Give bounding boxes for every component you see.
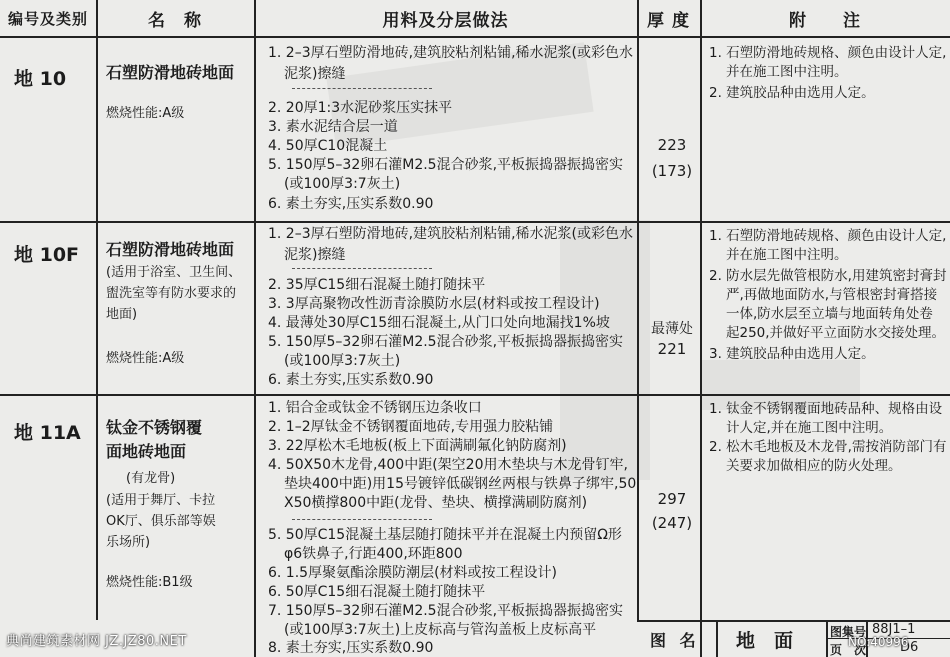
note-line: 一体,防水层至立墙与地面转角处卷 — [726, 306, 933, 322]
method-step: 4. 50厚C10混凝土 — [268, 138, 388, 154]
page-label: 页 次 — [830, 643, 867, 657]
method-step: 3. 22厚松木毛地板(板上下面满刷氟化钠防腐剂) — [268, 438, 567, 454]
fire-rating: 燃烧性能:B1级 — [106, 575, 193, 590]
thickness-value: 297 — [657, 490, 687, 508]
rule — [716, 620, 718, 657]
method-step: 5. 50厚C15混凝土基层随打随抹平并在混凝土内预留Ω形 — [268, 527, 622, 543]
rule — [0, 394, 950, 396]
drawing-name-label: 图 名 — [650, 631, 700, 650]
row-name: 石塑防滑地砖地面 — [106, 240, 235, 259]
thickness-value: (173) — [651, 162, 693, 180]
method-step: 2. 20厚1:3水泥砂浆压实抹平 — [268, 100, 453, 116]
thickness-value: 223 — [657, 136, 687, 154]
method-step: 2. 1–2厚钛金不锈钢覆面地砖,专用强力胶粘铺 — [268, 419, 554, 435]
row-name: 钛金不锈钢覆 — [106, 418, 203, 437]
fire-rating: 燃烧性能:A级 — [106, 106, 185, 121]
thickness-label: 最薄处 — [651, 321, 693, 337]
site-watermark-number: NO:40996 — [848, 635, 909, 649]
method-step: 泥浆)擦缝 — [284, 247, 346, 263]
method-step: 3. 素水泥结合层一道 — [268, 119, 398, 135]
leader-line — [292, 268, 432, 269]
thickness-value: (247) — [651, 514, 693, 532]
method-step: 6. 素土夯实,压实系数0.90 — [268, 372, 434, 388]
method-step: X50横撑800中距(龙骨、垫块、横撑满刷防腐剂) — [284, 495, 588, 511]
rule — [0, 221, 950, 223]
row-name: 石塑防滑地砖地面 — [106, 63, 235, 82]
header-notes: 附 注 — [789, 10, 861, 31]
note-line: 并在施工图中注明。 — [726, 247, 848, 263]
method-step: φ6铁鼻子,行距400,环距800 — [284, 546, 463, 562]
fire-rating: 燃烧性能:A级 — [106, 351, 185, 366]
row-code: 地 10 — [14, 68, 67, 90]
header-code: 编号及类别 — [7, 9, 88, 28]
header-name: 名 称 — [148, 10, 202, 31]
method-step: 6. 素土夯实,压实系数0.90 — [268, 196, 434, 212]
note-line: 2. 建筑胶品种由选用人定。 — [709, 85, 875, 101]
note-line: 1. 钛金不锈钢覆面地砖品种、规格由设 — [709, 401, 943, 417]
method-step: 5. 150厚5–32卵石灌M2.5混合砂浆,平板振捣器振捣密实 — [268, 157, 624, 173]
note-line: 1. 石塑防滑地砖规格、颜色由设计人定, — [709, 45, 947, 61]
method-step: 7. 150厚5–32卵石灌M2.5混合砂浆,平板振捣器振捣密实 — [268, 603, 624, 619]
method-step: 1. 2–3厚石塑防滑地砖,建筑胶粘剂粘铺,稀水泥浆(或彩色水 — [268, 226, 633, 242]
atlas-no-label: 图集号 — [830, 625, 867, 639]
method-step: (或100厚3:7灰土) — [284, 353, 401, 369]
method-step: 1. 2–3厚石塑防滑地砖,建筑胶粘剂粘铺,稀水泥浆(或彩色水 — [268, 45, 633, 61]
note-line: 关要求加做相应的防火处理。 — [726, 458, 902, 474]
note-line: 起250,并做好平立面防水交接处理。 — [726, 325, 946, 341]
applicability-line: (适用于舞厅、卡拉 — [106, 493, 216, 508]
note-line: 2. 松木毛地板及木龙骨,需按消防部门有 — [709, 439, 947, 455]
method-step: 1. 铝合金或钛金不锈钢压边条收口 — [268, 400, 482, 416]
applicability-line: 盥洗室等有防水要求的 — [106, 286, 237, 301]
method-step: 泥浆)擦缝 — [284, 66, 346, 82]
method-step: (或100厚3:7灰土) — [284, 176, 401, 192]
applicability-line: 地面) — [106, 307, 138, 322]
rule — [0, 36, 950, 38]
method-step: 5. 150厚5–32卵石灌M2.5混合砂浆,平板振捣器振捣密实 — [268, 334, 624, 350]
note-line: 2. 防水层先做管根防水,用建筑密封膏封 — [709, 268, 947, 284]
atlas-no: 88J1–1 — [872, 622, 916, 637]
site-watermark: 典尚建筑素材网 JZ.JZ80.NET — [6, 634, 187, 649]
method-step: 6. 1.5厚聚氨酯涂膜防潮层(材料或按工程设计) — [268, 565, 557, 581]
applicability-line: 乐场所) — [106, 535, 151, 550]
note-line: 1. 石塑防滑地砖规格、颜色由设计人定, — [709, 228, 947, 244]
thickness-value: 221 — [657, 340, 687, 358]
page-number: D6 — [900, 640, 919, 655]
header-method: 用料及分层做法 — [382, 10, 509, 31]
leader-line — [292, 88, 432, 89]
applicability-line: (适用于浴室、卫生间、 — [106, 265, 242, 280]
method-step: (或100厚3:7灰土)上皮标高与管沟盖板上皮标高平 — [284, 622, 597, 638]
applicability-line: (有龙骨) — [126, 471, 176, 486]
drawing-name: 地 面 — [736, 630, 794, 652]
row-code: 地 11A — [14, 422, 81, 444]
rule — [96, 0, 98, 620]
note-line: 严,再做地面防水,与管根密封膏搭接 — [726, 287, 938, 303]
note-line: 计人定,并在施工图中注明。 — [726, 420, 893, 436]
row-name: 面地砖地面 — [106, 442, 187, 461]
method-step: 8. 素土夯实,压实系数0.90 — [268, 640, 434, 656]
leader-line — [292, 519, 432, 520]
method-step: 4. 最薄处30厚C15细石混凝土,从门口处向地漏找1%坡 — [268, 315, 610, 331]
note-line: 并在施工图中注明。 — [726, 64, 848, 80]
method-step: 6. 50厚C15细石混凝土随打随抹平 — [268, 584, 486, 600]
applicability-line: OK厅、俱乐部等娱 — [106, 514, 216, 529]
note-line: 3. 建筑胶品种由选用人定。 — [709, 346, 875, 362]
rule — [254, 0, 256, 657]
method-step: 3. 3厚高聚物改性沥青涂膜防水层(材料或按工程设计) — [268, 296, 600, 312]
header-thickness: 厚 度 — [647, 10, 690, 31]
method-step: 4. 50X50木龙骨,400中距(架空20用木垫块与木龙骨钉牢, — [268, 457, 628, 473]
row-code: 地 10F — [14, 244, 80, 266]
method-step: 垫块400中距)用15号镀锌低碳钢丝两根与铁鼻子绑牢,50 — [284, 476, 637, 492]
method-step: 2. 35厚C15细石混凝土随打随抹平 — [268, 277, 486, 293]
